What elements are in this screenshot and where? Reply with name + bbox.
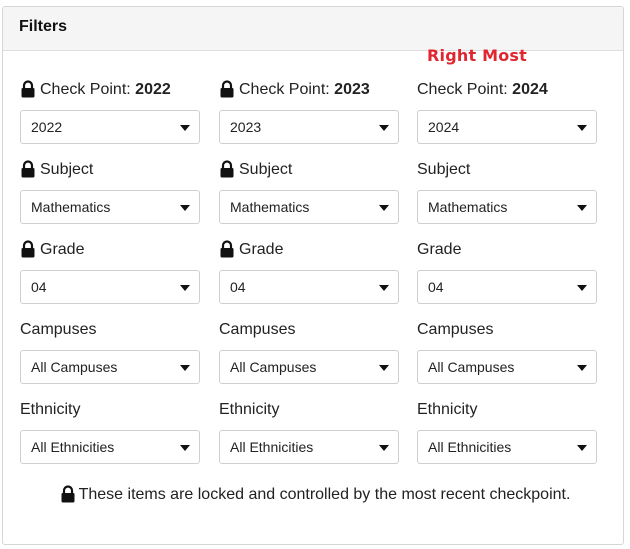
ethnicity-group [20, 398, 200, 478]
ethnicity-group [219, 398, 399, 478]
checkpoint-group [417, 78, 597, 158]
checkpoint-label [20, 78, 200, 102]
subject-label-text: Subject [40, 161, 94, 178]
caret-down-icon [180, 445, 190, 451]
subject-label-text: Subject [239, 161, 293, 178]
subject-select[interactable] [219, 190, 399, 224]
locked-items-note-text: These items are locked and controlled by the most recent checkpoint. [78, 486, 571, 503]
caret-down-icon [180, 125, 190, 131]
grade-group [417, 238, 597, 318]
subject-select[interactable] [20, 190, 200, 224]
checkpoint-column-2 [219, 78, 399, 478]
campuses-group [219, 318, 399, 398]
ethnicity-select-value: All Ethnicities [230, 439, 314, 455]
campuses-select-value: All Campuses [230, 359, 317, 375]
checkpoint-label-text: Check Point: [40, 81, 131, 98]
grade-select[interactable] [20, 270, 200, 304]
campuses-select[interactable] [20, 350, 200, 384]
subject-select[interactable] [417, 190, 597, 224]
campuses-label: Campuses [219, 321, 296, 338]
campuses-group [417, 318, 597, 398]
subject-group [417, 158, 597, 238]
ethnicity-group [417, 398, 597, 478]
caret-down-icon [577, 125, 587, 131]
subject-select-value: Mathematics [230, 199, 310, 215]
lock-icon [20, 80, 36, 98]
lock-icon [219, 80, 235, 98]
grade-select-value: 04 [230, 279, 246, 295]
caret-down-icon [379, 205, 389, 211]
right-most-label: Right Most [427, 46, 527, 65]
grade-label [219, 238, 399, 262]
locked-items-note [0, 486, 630, 504]
checkpoint-label-text: Check Point: [239, 81, 330, 98]
campuses-select[interactable] [219, 350, 399, 384]
checkpoint-year: 2022 [135, 81, 171, 98]
subject-label [20, 158, 200, 182]
grade-group [20, 238, 200, 318]
campuses-select[interactable] [417, 350, 597, 384]
ethnicity-select-value: All Ethnicities [31, 439, 115, 455]
campuses-select-value: All Campuses [31, 359, 118, 375]
caret-down-icon [577, 205, 587, 211]
lock-icon [20, 160, 36, 178]
checkpoint-label-text: Check Point: [417, 81, 508, 98]
lock-icon [219, 160, 235, 178]
ethnicity-select[interactable] [417, 430, 597, 464]
grade-label-text: Grade [239, 241, 284, 258]
subject-group [219, 158, 399, 238]
caret-down-icon [180, 285, 190, 291]
checkpoint-year: 2023 [334, 81, 370, 98]
caret-down-icon [577, 285, 587, 291]
campuses-label: Campuses [417, 321, 494, 338]
grade-select[interactable] [219, 270, 399, 304]
caret-down-icon [577, 445, 587, 451]
campuses-group [20, 318, 200, 398]
checkpoint-select[interactable] [417, 110, 597, 144]
caret-down-icon [379, 125, 389, 131]
grade-label [20, 238, 200, 262]
caret-down-icon [180, 205, 190, 211]
subject-label: Subject [417, 161, 471, 178]
subject-group [20, 158, 200, 238]
caret-down-icon [379, 365, 389, 371]
checkpoint-group [219, 78, 399, 158]
ethnicity-select[interactable] [20, 430, 200, 464]
subject-label [219, 158, 399, 182]
caret-down-icon [577, 365, 587, 371]
checkpoint-label [417, 78, 597, 102]
grade-select[interactable] [417, 270, 597, 304]
grade-select-value: 04 [31, 279, 47, 295]
subject-select-value: Mathematics [428, 199, 508, 215]
checkpoint-select-value: 2024 [428, 119, 460, 135]
checkpoint-select-value: 2023 [230, 119, 262, 135]
checkpoint-label [219, 78, 399, 102]
checkpoint-select[interactable] [219, 110, 399, 144]
checkpoint-column-1 [20, 78, 200, 478]
grade-group [219, 238, 399, 318]
caret-down-icon [379, 285, 389, 291]
ethnicity-label: Ethnicity [20, 401, 81, 418]
lock-icon [219, 240, 235, 258]
ethnicity-select[interactable] [219, 430, 399, 464]
campuses-label: Campuses [20, 321, 97, 338]
lock-icon [60, 485, 76, 503]
grade-select-value: 04 [428, 279, 444, 295]
campuses-select-value: All Campuses [428, 359, 515, 375]
lock-icon [20, 240, 36, 258]
ethnicity-select-value: All Ethnicities [428, 439, 512, 455]
checkpoint-select-value: 2022 [31, 119, 63, 135]
ethnicity-label: Ethnicity [219, 401, 280, 418]
grade-label: Grade [417, 241, 462, 258]
checkpoint-group [20, 78, 200, 158]
ethnicity-label: Ethnicity [417, 401, 478, 418]
checkpoint-select[interactable] [20, 110, 200, 144]
checkpoint-year: 2024 [512, 81, 548, 98]
checkpoint-column-3 [417, 78, 597, 478]
panel-title: Filters [3, 7, 623, 51]
caret-down-icon [379, 445, 389, 451]
caret-down-icon [180, 365, 190, 371]
grade-label-text: Grade [40, 241, 85, 258]
subject-select-value: Mathematics [31, 199, 111, 215]
